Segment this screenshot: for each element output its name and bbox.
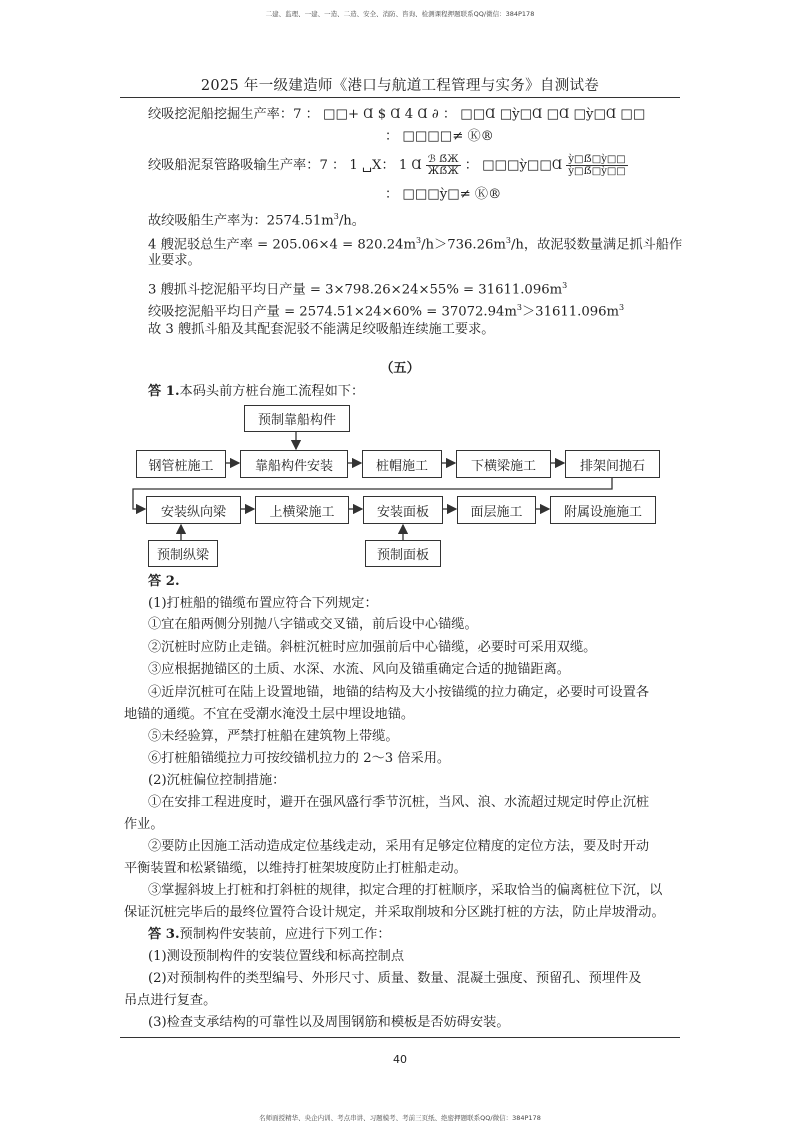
calc-paragraph-4: 绞吸挖泥船平均日产量 = $2574.51\times 24\times 60\% = 37072.94m^3>31611.096m^3$: [148, 303, 625, 320]
page-title: 2025 年一级建造师《港口与航道工程管理与实务》自测试卷: [200, 78, 600, 94]
flow-box-install-panel: 安装面板: [363, 496, 443, 524]
flow-box-drain-stone: 排架间抛石: [565, 450, 660, 478]
answer-3-intro: 答 3.预制构件安装前，应进行下列工作：: [148, 927, 391, 942]
flow-box-steel-pile: 钢管桩施工: [136, 450, 226, 478]
answer-2-line: ②要防止因施工活动造成定位基线走动，采用有足够定位精度的定位方法，要及时开动: [148, 839, 650, 854]
flow-box-berthing-install: 靠船构件安装: [240, 450, 348, 478]
flow-box-upper-beam: 上横梁施工: [255, 496, 349, 524]
calc-line-2-result: ： □□□ỳ□≠ Ⓚ®: [385, 187, 502, 202]
answer-2-line: ⑥打桩船锚缆拉力可按绞锚机拉力的 2～3 倍采用。: [148, 751, 451, 766]
footer-watermark: 名师面授精华、央企内训、考点串讲、习题模考、考前三页纸、绝密押题联系QQ/微信：384P178: [259, 1114, 541, 1122]
answer-2-line: 作业。: [124, 817, 164, 832]
answer-2-label: 答 2.: [148, 574, 180, 589]
answer-1-intro: 答 1.本码头前方桩台施工流程如下：: [148, 384, 365, 399]
answer-2-line: ②沉桩时应防止走锚。斜桩沉桩时应加强前后中心锚缆，必要时可采用双缆。: [148, 640, 597, 655]
calc-paragraph-2-cont: 业要求。: [148, 253, 201, 268]
calc-line-1: 绞吸挖泥船挖掘生产率：7 ： □□+ Ɑ $ Ɑ 4 Ɑ ∂ ： □□Ɑ □ỳ□Ɑ □Ɑ □ỳ□Ɑ □□: [148, 107, 646, 122]
calc-paragraph-1: 故绞吸船生产率为：$2574.51m^3/h$。: [148, 212, 365, 229]
answer-2-line: (2)沉桩偏位控制措施：: [148, 773, 286, 788]
answer-3-line: (1)测设预制构件的安装位置线和标高控制点: [148, 949, 405, 964]
answer-2-line: ①宜在船两侧分别抛八字锚或交叉锚，前后设中心锚缆。: [148, 617, 478, 632]
flow-box-pile-cap: 桩帽施工: [362, 450, 442, 478]
page-number: 40: [393, 1053, 407, 1066]
answer-2-line: 保证沉桩完毕后的最终位置符合设计规定，并采取削坡和分区跳打桩的方法，防止岸坡滑动。: [124, 905, 665, 920]
calc-paragraph-2: 4 艘泥驳总生产率 = $205.06\times 4 = 820.24m^3/h>736.26m^3/h$，故泥驳数量满足抓斗船作: [148, 236, 683, 253]
answer-2-line: 地锚的通缆。不宜在受潮水淹没土层中埋设地锚。: [124, 707, 415, 722]
footer-rule: [120, 1037, 680, 1038]
flow-box-prefab-panel: 预制面板: [365, 540, 441, 567]
calc-paragraph-5: 故 3 艘抓斗船及其配套泥驳不能满足绞吸船连续施工要求。: [148, 322, 495, 337]
section-heading: （五）: [380, 361, 420, 376]
answer-2-line: (1)打桩船的锚缆布置应符合下列规定：: [148, 596, 378, 611]
flow-box-prefab-long-beam: 预制纵梁: [148, 540, 218, 567]
answer-2-line: ③掌握斜坡上打桩和打斜桩的规律，拟定合理的打桩顺序，采取恰当的偏离桩位下沉，以: [148, 883, 663, 898]
answer-3-line: (3)检查支承结构的可靠性以及周围钢筋和模板是否妨碍安装。: [148, 1015, 510, 1030]
calc-line-2: 绞吸船泥泵管路吸输生产率：7 ： 1 ␣X： 1 Ɑ $\frac{\text{ℬ ẞЖ}}{\text{ЖẞЖ}}$ ： □□□ỳ□□Ɑ $\frac{\text{ỳ□ẞ□ỳ□□}}{\text{ỳ□ẞ□ỳ□□}}$: [148, 154, 626, 177]
answer-2-line: ③应根据抛锚区的土质、水深、水流、风向及锚重确定合适的抛锚距离。: [148, 662, 570, 677]
calc-paragraph-3: 3 艘抓斗挖泥船平均日产量 = $3\times 798.26\times 24\times 55\% = 31611.096m^3$: [148, 281, 568, 298]
flow-box-ancillary: 附属设施施工: [550, 496, 656, 524]
flow-box-prefab-berthing: 预制靠船构件: [244, 405, 350, 432]
header-watermark: 二建、监理、一建、一造、二造、安全、消防、咨询、检测课程押题联系QQ/微信：384P178: [265, 10, 535, 18]
flow-box-lower-beam: 下横梁施工: [456, 450, 551, 478]
answer-2-line: 平衡装置和松紧锚缆，以维持打桩架坡度防止打桩船走动。: [124, 861, 467, 876]
flow-box-long-beam: 安装纵向梁: [146, 496, 241, 524]
flow-box-surface-layer: 面层施工: [457, 496, 536, 524]
calc-line-1-result: ： □□□□≠ Ⓚ®: [385, 129, 494, 144]
answer-2-line: ①在安排工程进度时，避开在强风盛行季节沉桩，当风、浪、水流超过规定时停止沉桩: [148, 795, 650, 810]
answer-3-line: (2)对预制构件的类型编号、外形尺寸、质量、数量、混凝土强度、预留孔、预埋件及: [148, 971, 642, 986]
answer-2-line: ⑤未经验算，严禁打桩船在建筑物上带缆。: [148, 729, 399, 744]
answer-2-line: ④近岸沉桩可在陆上设置地锚，地锚的结构及大小按锚缆的拉力确定，必要时可设置各: [148, 685, 650, 700]
answer-3-line: 吊点进行复查。: [124, 993, 217, 1008]
